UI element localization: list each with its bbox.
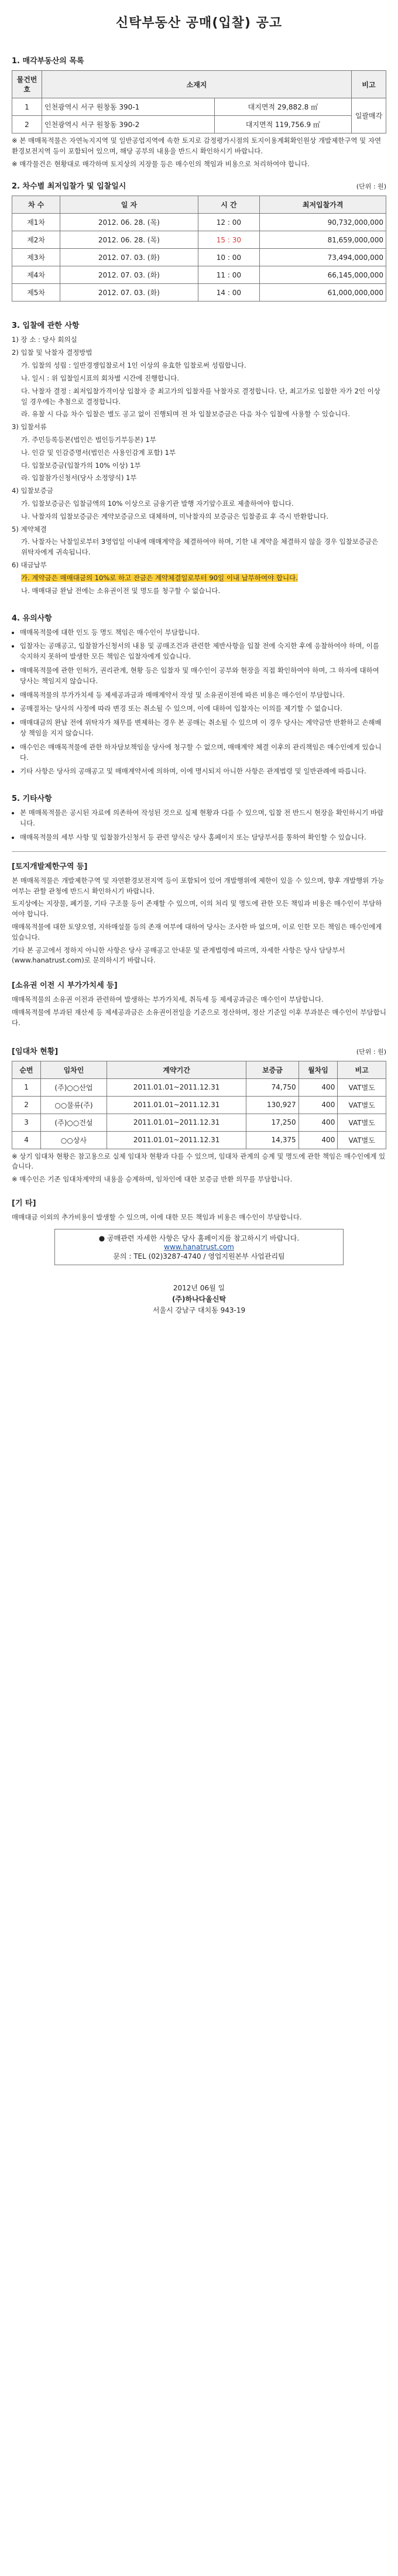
table-row bbox=[12, 1131, 386, 1149]
footer-company: (주)하나다올신탁 bbox=[171, 1295, 227, 1304]
paragraph: 토지상에는 지장물, 폐기물, 기타 구조물 등이 존재할 수 있으며, 이의 처리 및 명도에 관한 모든 책임과 비용은 매수인이 부담하여야 합니다. bbox=[12, 899, 382, 919]
notice-page bbox=[12, 0, 386, 1316]
col-header-term: 계약기간 bbox=[107, 1061, 246, 1078]
table-row bbox=[12, 1114, 386, 1131]
bid-line bbox=[12, 573, 386, 584]
lease-note: VAT별도 bbox=[338, 1096, 386, 1114]
bid-line: 6) 대금납부 bbox=[12, 561, 47, 570]
note-text: ※ 본 매매목적물은 자연녹지지역 및 일반공업지역에 속한 토지로 감정평가시점의 토지이용계획확인원상 개발제한구역 및 자연환경보전지역 등이 포함되어 있으며, 해당 공부의 내용을 반드시 확인하시기 바랍니다. bbox=[12, 136, 382, 155]
website-link[interactable]: www.hanatrust.com bbox=[164, 1242, 234, 1251]
paragraph: 매매목적물에 부과된 재산세 등 제세공과금은 소유권이전일을 기준으로 정산하며, 정산 기준일 이후 부과분은 매수인이 부담합니다. bbox=[12, 1008, 386, 1027]
lease-note: VAT별도 bbox=[338, 1114, 386, 1131]
footer-date: 2012년 06월 일 bbox=[173, 1283, 225, 1292]
price-cell: 90,732,000,000 bbox=[260, 214, 386, 231]
property-no: 2 bbox=[12, 116, 42, 133]
property-area: 대지면적 29,882.8 ㎡ bbox=[214, 98, 351, 116]
section-7-heading: [소유권 이전 시 부가가치세 등] bbox=[12, 981, 118, 991]
footer-address: 서울시 강남구 대치동 943-19 bbox=[152, 1306, 246, 1315]
lease-tenant: ○○물류(주) bbox=[41, 1096, 107, 1114]
caution-item: • 공매절차는 당사의 사정에 따라 변경 또는 취소될 수 있으며, 이에 대하여 입찰자는 이의를 제기할 수 없습니다. bbox=[20, 704, 386, 714]
section-2-heading: 2. 차수별 최저입찰가 및 입찰일시 bbox=[12, 182, 126, 191]
lease-tenant: (주)○○산업 bbox=[41, 1078, 107, 1096]
bid-line: 라. 유찰 시 다음 차수 입찰은 별도 공고 없이 진행되며 전 차 입찰보증금은 다음 차수 입찰에 사용할 수 있습니다. bbox=[21, 410, 350, 419]
lease-no: 1 bbox=[12, 1078, 41, 1096]
table-row bbox=[12, 116, 386, 133]
col-header-note: 비고 bbox=[338, 1061, 386, 1078]
lease-term: 2011.01.01~2011.12.31 bbox=[107, 1096, 246, 1114]
section-6-heading: [토지개발제한구역 등] bbox=[12, 862, 88, 871]
property-table bbox=[12, 70, 386, 133]
note-text: ※ 매각물건은 현황대로 매각하며 토지상의 지장물 등은 매수인의 책임과 비용으로 처리하여야 합니다. bbox=[12, 159, 310, 168]
contact-box-text: ● 공매관련 자세한 사항은 당사 홈페이지를 참고하시기 바랍니다. bbox=[98, 1234, 300, 1242]
bid-line: 4) 입찰보증금 bbox=[12, 487, 54, 495]
lease-rent: 400 bbox=[298, 1078, 338, 1096]
col-header-no: 물건번호 bbox=[12, 71, 42, 98]
round-cell: 제3차 bbox=[12, 249, 60, 266]
col-header-rent: 월차임 bbox=[298, 1061, 338, 1078]
bid-line: 가. 입찰보증금은 입찰금액의 10% 이상으로 금융기관 발행 자기앞수표로 제출하여야 합니다. bbox=[21, 499, 294, 508]
table-header-row bbox=[12, 1061, 386, 1078]
time-cell: 10 : 00 bbox=[198, 249, 260, 266]
time-cell: 14 : 00 bbox=[198, 284, 260, 302]
table-row bbox=[12, 98, 386, 116]
price-cell: 73,494,000,000 bbox=[260, 249, 386, 266]
page-title: 신탁부동산 공매(입찰) 공고 bbox=[115, 16, 283, 30]
etc-item: • 매매목적물의 세부 사항 및 입찰참가신청서 등 관련 양식은 당사 홈페이지 또는 담당부서를 통하여 확인할 수 있습니다. bbox=[20, 833, 386, 843]
lease-deposit: 17,250 bbox=[246, 1114, 298, 1131]
col-header-time: 시 간 bbox=[198, 196, 260, 214]
section-8-heading: [임대차 현황] bbox=[12, 1047, 59, 1056]
date-cell: 2012. 06. 28. (목) bbox=[60, 214, 198, 231]
property-address: 인천광역시 서구 원창동 390-1 bbox=[42, 98, 215, 116]
etc-item: • 본 매매목적물은 공시된 자료에 의존하여 작성된 것으로 실제 현황과 다를 수 있으며, 입찰 전 반드시 현장을 확인하시기 바랍니다. bbox=[20, 808, 386, 829]
paragraph: 본 매매목적물은 개발제한구역 및 자연환경보전지역 등이 포함되어 있어 개발행위에 제한이 있을 수 있으며, 향후 개발행위 가능 여부는 관할 관청에 반드시 확인하시기 바랍니다. bbox=[12, 876, 385, 895]
contact-box bbox=[54, 1229, 344, 1265]
round-cell: 제2차 bbox=[12, 231, 60, 249]
price-cell: 61,000,000,000 bbox=[260, 284, 386, 302]
table-row bbox=[12, 231, 386, 249]
section-3-body bbox=[12, 335, 386, 596]
time-cell: 15 : 30 bbox=[198, 231, 260, 249]
bid-line: 라. 입찰참가신청서(당사 소정양식) 1부 bbox=[21, 474, 137, 482]
paragraph: 매매목적물에 대한 토양오염, 지하매설물 등의 존재 여부에 대하여 당사는 조사한 바 없으며, 이로 인한 모든 책임은 매수인에게 있습니다. bbox=[12, 922, 382, 941]
round-cell: 제1차 bbox=[12, 214, 60, 231]
lease-term: 2011.01.01~2011.12.31 bbox=[107, 1078, 246, 1096]
lease-rent: 400 bbox=[298, 1096, 338, 1114]
col-header-price: 최저입찰가격 bbox=[260, 196, 386, 214]
caution-item: • 입찰자는 공매공고, 입찰참가신청서의 내용 및 공매조건과 관련한 제반사항을 입찰 전에 숙지한 후에 응찰하여야 하며, 이를 숙지하지 못하여 발생한 모든 책임은 입찰자에게 있습니다. bbox=[20, 641, 386, 662]
unit-label: (단위 : 원) bbox=[356, 183, 386, 191]
bid-line: 다. 입찰보증금(입찰가의 10% 이상) 1부 bbox=[21, 461, 141, 470]
date-cell: 2012. 07. 03. (화) bbox=[60, 249, 198, 266]
lease-rent: 400 bbox=[298, 1114, 338, 1131]
lease-no: 4 bbox=[12, 1131, 41, 1149]
caution-item: • 매매목적물에 관한 인허가, 권리관계, 현황 등은 입찰자 및 매수인이 공부와 현장을 직접 확인하여야 하며, 그 하자에 대하여 당사는 책임지지 않습니다. bbox=[20, 666, 386, 687]
section-5-heading: 5. 기타사항 bbox=[12, 794, 52, 804]
col-header-no: 순번 bbox=[12, 1061, 41, 1078]
lease-deposit: 74,750 bbox=[246, 1078, 298, 1096]
lease-no: 3 bbox=[12, 1114, 41, 1131]
note-text: ※ 매수인은 기존 임대차계약의 내용을 승계하며, 임차인에 대한 보증금 반환 의무를 부담합니다. bbox=[12, 1175, 293, 1184]
lease-deposit: 14,375 bbox=[246, 1131, 298, 1149]
table-header-row bbox=[12, 71, 386, 98]
bid-line: 2) 입찰 및 낙찰자 결정방법 bbox=[12, 348, 92, 357]
section-6-body bbox=[12, 876, 386, 967]
lease-note: VAT별도 bbox=[338, 1078, 386, 1096]
lease-tenant: (주)○○건설 bbox=[41, 1114, 107, 1131]
date-cell: 2012. 07. 03. (화) bbox=[60, 284, 198, 302]
paragraph: 매매대금 이외의 추가비용이 발생할 수 있으며, 이에 대한 모든 책임과 비용은 매수인이 부담합니다. bbox=[12, 1213, 302, 1222]
section-9-heading: [기 타] bbox=[12, 1199, 36, 1208]
section-3-heading: 3. 입찰에 관한 사항 bbox=[12, 321, 80, 331]
col-header-note: 비고 bbox=[352, 71, 386, 98]
price-cell: 66,145,000,000 bbox=[260, 266, 386, 284]
table-row bbox=[12, 1078, 386, 1096]
bid-line: 가. 입찰의 성립 : 일반경쟁입찰로서 1인 이상의 유효한 입찰로써 성립합니다. bbox=[21, 361, 246, 370]
section-9-body bbox=[12, 1212, 386, 1223]
bid-line: 나. 낙찰자의 입찰보증금은 계약보증금으로 대체하며, 미낙찰자의 보증금은 입찰종료 후 즉시 반환합니다. bbox=[21, 512, 329, 520]
lease-tenant: ○○상사 bbox=[41, 1131, 107, 1149]
paragraph: 기타 본 공고에서 정하지 아니한 사항은 당사 공매공고 안내문 및 관계법령에 따르며, 자세한 사항은 당사 담당부서(www.hanatrust.com)로 문의하시기 바랍니다. bbox=[12, 946, 345, 965]
lease-term: 2011.01.01~2011.12.31 bbox=[107, 1114, 246, 1131]
price-cell: 81,659,000,000 bbox=[260, 231, 386, 249]
bid-line: 나. 일시 : 위 입찰일시표의 회차별 시간에 진행합니다. bbox=[21, 374, 180, 382]
caution-item: • 매매목적물의 부가가치세 등 제세공과금과 매매계약서 작성 및 소유권이전에 따른 비용은 매수인이 부담합니다. bbox=[20, 690, 386, 701]
time-cell: 11 : 00 bbox=[198, 266, 260, 284]
divider bbox=[12, 851, 386, 852]
property-area: 대지면적 119,756.9 ㎡ bbox=[214, 116, 351, 133]
table-row bbox=[12, 266, 386, 284]
lease-table bbox=[12, 1061, 386, 1149]
lease-term: 2011.01.01~2011.12.31 bbox=[107, 1131, 246, 1149]
bid-line: 3) 입찰서류 bbox=[12, 423, 47, 431]
lease-rent: 400 bbox=[298, 1131, 338, 1149]
caution-item: • 매매대금의 완납 전에 위탁자가 채무를 변제하는 경우 본 공매는 취소될 수 있으며 이 경우 당사는 계약금만 반환하고 손해배상 책임을 지지 않습니다. bbox=[20, 718, 386, 739]
col-header-date: 일 자 bbox=[60, 196, 198, 214]
property-note: 일괄매각 bbox=[352, 98, 386, 133]
footer bbox=[12, 1283, 386, 1317]
bid-line: 나. 매매대금 완납 전에는 소유권이전 및 명도를 청구할 수 없습니다. bbox=[21, 586, 221, 595]
col-header-round: 차 수 bbox=[12, 196, 60, 214]
section-4-heading: 4. 유의사항 bbox=[12, 614, 52, 623]
section-1-notes bbox=[12, 136, 386, 169]
round-cell: 제5차 bbox=[12, 284, 60, 302]
bid-line: 가. 낙찰자는 낙찰일로부터 3영업일 이내에 매매계약을 체결하여야 하며, 기한 내 계약을 체결하지 않을 경우 입찰보증금은 위탁자에게 귀속됩니다. bbox=[21, 537, 379, 557]
bid-line: 5) 계약체결 bbox=[12, 525, 47, 533]
bid-line: 가. 주민등록등본(법인은 법인등기부등본) 1부 bbox=[21, 435, 156, 444]
table-row bbox=[12, 214, 386, 231]
lease-no: 2 bbox=[12, 1096, 41, 1114]
col-header-location: 소재지 bbox=[42, 71, 352, 98]
section-7-body bbox=[12, 995, 386, 1028]
lease-note: VAT별도 bbox=[338, 1131, 386, 1149]
table-row bbox=[12, 249, 386, 266]
table-row bbox=[12, 284, 386, 302]
lease-deposit: 130,927 bbox=[246, 1096, 298, 1114]
section-5-body bbox=[12, 808, 386, 842]
contact-phone: 문의 : TEL (02)3287-4740 / 영업지원본부 사업관리팀 bbox=[113, 1252, 285, 1260]
col-header-deposit: 보증금 bbox=[246, 1061, 298, 1078]
table-row bbox=[12, 1096, 386, 1114]
note-text: ※ 상기 임대차 현황은 참고용으로 실제 임대차 현황과 다를 수 있으며, 임대차 관계의 승계 및 명도에 관한 책임은 매수인에게 있습니다. bbox=[12, 1152, 386, 1171]
time-cell: 12 : 00 bbox=[198, 214, 260, 231]
caution-item: • 기타 사항은 당사의 공매공고 및 매매계약서에 의하며, 이에 명시되지 아니한 사항은 관계법령 및 일반관례에 따릅니다. bbox=[20, 766, 386, 777]
bid-line: 다. 낙찰자 결정 : 최저입찰가격이상 입찰자 중 최고가의 입찰자를 낙찰자로 결정합니다. 단, 최고가로 입찰한 자가 2인 이상일 경우에는 추첨으로 결정합니다. bbox=[21, 386, 380, 406]
caution-item: • 매수인은 매매목적물에 관한 하자담보책임을 당사에 청구할 수 없으며, 매매계약 체결 이후의 관리책임은 매수인에게 있습니다. bbox=[20, 742, 386, 763]
section-8-notes bbox=[12, 1152, 386, 1185]
property-no: 1 bbox=[12, 98, 42, 116]
date-cell: 2012. 07. 03. (화) bbox=[60, 266, 198, 284]
property-address: 인천광역시 서구 원창동 390-2 bbox=[42, 116, 215, 133]
caution-item: • 매매목적물에 대한 인도 등 명도 책임은 매수인이 부담합니다. bbox=[20, 628, 386, 638]
section-1-heading: 1. 매각부동산의 목록 bbox=[12, 57, 84, 66]
unit-label: (단위 : 원) bbox=[356, 1047, 386, 1056]
round-cell: 제4차 bbox=[12, 266, 60, 284]
bid-line: 나. 인감 및 인감증명서(법인은 사용인감계 포함) 1부 bbox=[21, 448, 176, 457]
table-header-row bbox=[12, 196, 386, 214]
bid-line: 1) 장 소 : 당사 회의실 bbox=[12, 335, 77, 344]
section-4-body bbox=[12, 628, 386, 777]
col-header-tenant: 임차인 bbox=[41, 1061, 107, 1078]
date-cell: 2012. 06. 28. (목) bbox=[60, 231, 198, 249]
paragraph: 매매목적물의 소유권 이전과 관련하여 발생하는 부가가치세, 취득세 등 제세공과금은 매수인이 부담합니다. bbox=[12, 995, 324, 1004]
highlight-text: 가. 계약금은 매매대금의 10%로 하고 잔금은 계약체결일로부터 90일 이내 납부하여야 합니다. bbox=[21, 573, 298, 582]
schedule-table bbox=[12, 196, 386, 302]
